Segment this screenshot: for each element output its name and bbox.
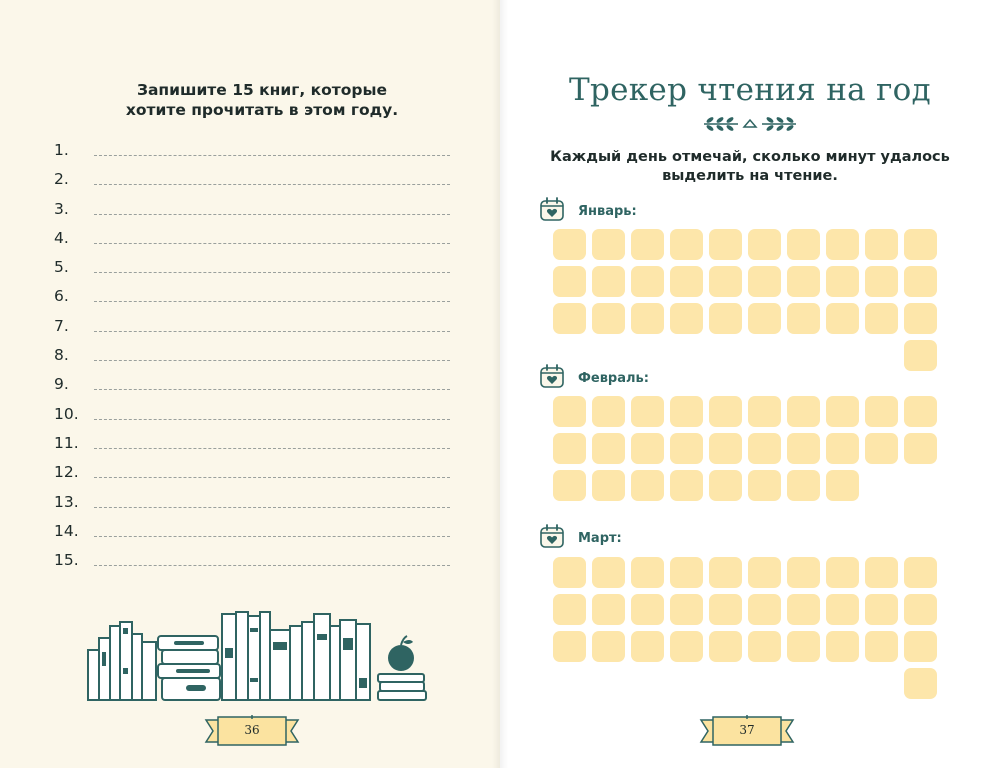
day-cell[interactable] bbox=[709, 303, 742, 334]
day-cell[interactable] bbox=[631, 594, 664, 625]
apple-icon bbox=[388, 645, 414, 671]
book-list-number: 2. bbox=[54, 170, 69, 189]
book-list-number: 11. bbox=[54, 433, 79, 452]
day-cell[interactable] bbox=[631, 631, 664, 662]
day-cell[interactable] bbox=[748, 631, 781, 662]
day-cell[interactable] bbox=[748, 557, 781, 588]
day-cell[interactable] bbox=[826, 303, 859, 334]
book-list-number: 1. bbox=[54, 141, 69, 159]
day-cell[interactable] bbox=[865, 229, 898, 260]
page-number: 37 bbox=[739, 723, 755, 737]
book-title-line[interactable] bbox=[94, 184, 450, 185]
book-list-number: 10. bbox=[54, 404, 79, 423]
day-cell[interactable] bbox=[904, 266, 937, 297]
day-cell[interactable] bbox=[787, 557, 820, 588]
book-list-number: 13. bbox=[54, 492, 79, 511]
day-cell[interactable] bbox=[904, 668, 937, 699]
book-list-item bbox=[54, 286, 454, 315]
book-title-line[interactable] bbox=[94, 419, 450, 420]
subtitle-line-2: выделить на чтение. bbox=[662, 168, 838, 184]
book-list-heading bbox=[112, 80, 412, 120]
day-cell[interactable] bbox=[826, 594, 859, 625]
day-cell[interactable] bbox=[670, 303, 703, 334]
day-cell[interactable] bbox=[592, 396, 625, 427]
day-cell[interactable] bbox=[748, 303, 781, 334]
day-cell[interactable] bbox=[553, 631, 586, 662]
day-cell[interactable] bbox=[865, 266, 898, 297]
day-cell[interactable] bbox=[787, 433, 820, 464]
book-list-item bbox=[54, 521, 454, 550]
book-list-item bbox=[54, 492, 454, 521]
day-cell[interactable] bbox=[553, 396, 586, 427]
book-title-line[interactable] bbox=[94, 448, 450, 449]
day-cell[interactable] bbox=[631, 396, 664, 427]
day-cell[interactable] bbox=[787, 396, 820, 427]
book-title-line[interactable] bbox=[94, 331, 450, 332]
book-list-number: 15. bbox=[54, 551, 79, 570]
book-title-line[interactable] bbox=[94, 565, 450, 566]
day-cell[interactable] bbox=[670, 396, 703, 427]
book-list-number: 4. bbox=[54, 228, 69, 247]
day-cell[interactable] bbox=[904, 594, 937, 625]
day-cell[interactable] bbox=[709, 470, 742, 501]
month-label-february: Февраль: bbox=[578, 371, 649, 386]
day-cell[interactable] bbox=[787, 470, 820, 501]
book-list-item bbox=[54, 374, 454, 403]
calendar-heart-icon bbox=[538, 522, 566, 550]
page-number-badge bbox=[202, 714, 302, 748]
book-list-item bbox=[54, 404, 454, 433]
book-title-line[interactable] bbox=[94, 360, 450, 361]
book-list-item bbox=[54, 257, 454, 286]
day-cell[interactable] bbox=[631, 557, 664, 588]
book-list-number: 5. bbox=[54, 258, 69, 277]
day-cell[interactable] bbox=[748, 433, 781, 464]
day-cell[interactable] bbox=[865, 631, 898, 662]
book-title-line[interactable] bbox=[94, 389, 450, 390]
day-cell[interactable] bbox=[826, 557, 859, 588]
day-cell[interactable] bbox=[904, 229, 937, 260]
day-cell[interactable] bbox=[553, 266, 586, 297]
book-list-number: 8. bbox=[54, 346, 69, 365]
day-cell[interactable] bbox=[592, 594, 625, 625]
book-list-item bbox=[54, 462, 454, 491]
book-list-number: 6. bbox=[54, 287, 69, 306]
day-cell[interactable] bbox=[670, 229, 703, 260]
day-cell[interactable] bbox=[709, 433, 742, 464]
day-cell[interactable] bbox=[553, 303, 586, 334]
day-cell[interactable] bbox=[904, 303, 937, 334]
day-cell[interactable] bbox=[904, 433, 937, 464]
heading-line-1: Запишите 15 книг, которые bbox=[136, 81, 388, 99]
day-cell[interactable] bbox=[904, 396, 937, 427]
day-cell[interactable] bbox=[826, 470, 859, 501]
day-cell[interactable] bbox=[826, 229, 859, 260]
book-title-line[interactable] bbox=[94, 536, 450, 537]
book-list-item bbox=[54, 169, 454, 198]
day-cell[interactable] bbox=[553, 594, 586, 625]
day-cell[interactable] bbox=[748, 594, 781, 625]
book-list-item bbox=[54, 199, 454, 228]
subtitle-line-1: Каждый день отмечай, сколько минут удалось bbox=[550, 149, 950, 165]
book-list-item bbox=[54, 316, 454, 345]
day-cell[interactable] bbox=[631, 303, 664, 334]
calendar-heart-icon bbox=[538, 195, 566, 223]
page-gutter bbox=[492, 0, 508, 768]
bookshelf-illustration bbox=[82, 608, 432, 704]
day-cell[interactable] bbox=[592, 303, 625, 334]
book-list-item bbox=[54, 433, 454, 462]
day-cell[interactable] bbox=[553, 229, 586, 260]
day-cell[interactable] bbox=[748, 396, 781, 427]
day-cell[interactable] bbox=[826, 433, 859, 464]
day-cell[interactable] bbox=[865, 433, 898, 464]
day-cell[interactable] bbox=[670, 631, 703, 662]
day-cell[interactable] bbox=[592, 631, 625, 662]
book-list-number: 14. bbox=[54, 521, 79, 540]
day-cell[interactable] bbox=[670, 433, 703, 464]
day-cell[interactable] bbox=[592, 433, 625, 464]
day-cell[interactable] bbox=[553, 470, 586, 501]
day-cell[interactable] bbox=[748, 266, 781, 297]
book-list-item bbox=[54, 228, 454, 257]
page-title: Трекер чтения на год bbox=[568, 72, 931, 108]
day-cell[interactable] bbox=[631, 266, 664, 297]
day-cell[interactable] bbox=[709, 594, 742, 625]
day-cell[interactable] bbox=[826, 266, 859, 297]
book-list-item bbox=[54, 345, 454, 374]
day-cell[interactable] bbox=[748, 470, 781, 501]
page-number-badge bbox=[697, 714, 797, 748]
book-title-line[interactable] bbox=[94, 155, 450, 156]
day-cell[interactable] bbox=[787, 631, 820, 662]
day-cell[interactable] bbox=[787, 266, 820, 297]
day-cell[interactable] bbox=[865, 396, 898, 427]
day-cell[interactable] bbox=[709, 266, 742, 297]
day-cell[interactable] bbox=[904, 340, 937, 371]
day-cell[interactable] bbox=[553, 557, 586, 588]
day-cell[interactable] bbox=[670, 594, 703, 625]
day-cell[interactable] bbox=[709, 229, 742, 260]
book-title-line[interactable] bbox=[94, 214, 450, 215]
day-cell[interactable] bbox=[904, 631, 937, 662]
day-cell[interactable] bbox=[670, 470, 703, 501]
day-cell[interactable] bbox=[787, 229, 820, 260]
book-title-line[interactable] bbox=[94, 272, 450, 273]
heading-line-2: хотите прочитать в этом году. bbox=[125, 101, 399, 119]
day-cell[interactable] bbox=[709, 557, 742, 588]
day-cell[interactable] bbox=[631, 229, 664, 260]
book-list-number: 12. bbox=[54, 463, 79, 482]
day-cell[interactable] bbox=[709, 631, 742, 662]
leaf-branches-ornament bbox=[700, 112, 800, 134]
page-number: 36 bbox=[244, 723, 260, 737]
day-cell[interactable] bbox=[592, 557, 625, 588]
day-cell[interactable] bbox=[865, 594, 898, 625]
day-cell[interactable] bbox=[631, 470, 664, 501]
page-subtitle bbox=[540, 148, 960, 186]
day-cell[interactable] bbox=[865, 557, 898, 588]
book-list-number: 7. bbox=[54, 316, 69, 335]
day-cell[interactable] bbox=[904, 557, 937, 588]
book-list-number: 3. bbox=[54, 199, 69, 218]
day-cell[interactable] bbox=[787, 594, 820, 625]
book-list-item bbox=[54, 140, 454, 169]
book-list bbox=[54, 140, 454, 579]
month-label-january: Январь: bbox=[578, 204, 637, 219]
day-cell[interactable] bbox=[592, 229, 625, 260]
day-cell[interactable] bbox=[670, 266, 703, 297]
book-list-item bbox=[54, 550, 454, 579]
day-cell[interactable] bbox=[787, 303, 820, 334]
day-cell[interactable] bbox=[865, 303, 898, 334]
month-label-march: Март: bbox=[578, 531, 622, 546]
book-title-line[interactable] bbox=[94, 507, 450, 508]
day-cell[interactable] bbox=[592, 470, 625, 501]
day-cell[interactable] bbox=[553, 433, 586, 464]
day-cell[interactable] bbox=[631, 433, 664, 464]
book-list-number: 9. bbox=[54, 375, 69, 394]
day-cell[interactable] bbox=[592, 266, 625, 297]
day-cell[interactable] bbox=[826, 396, 859, 427]
book-title-line[interactable] bbox=[94, 301, 450, 302]
book-title-line[interactable] bbox=[94, 243, 450, 244]
day-cell[interactable] bbox=[826, 631, 859, 662]
day-cell[interactable] bbox=[709, 396, 742, 427]
day-cell[interactable] bbox=[670, 557, 703, 588]
right-page bbox=[500, 0, 1000, 768]
book-title-line[interactable] bbox=[94, 477, 450, 478]
calendar-heart-icon bbox=[538, 362, 566, 390]
day-cell[interactable] bbox=[748, 229, 781, 260]
